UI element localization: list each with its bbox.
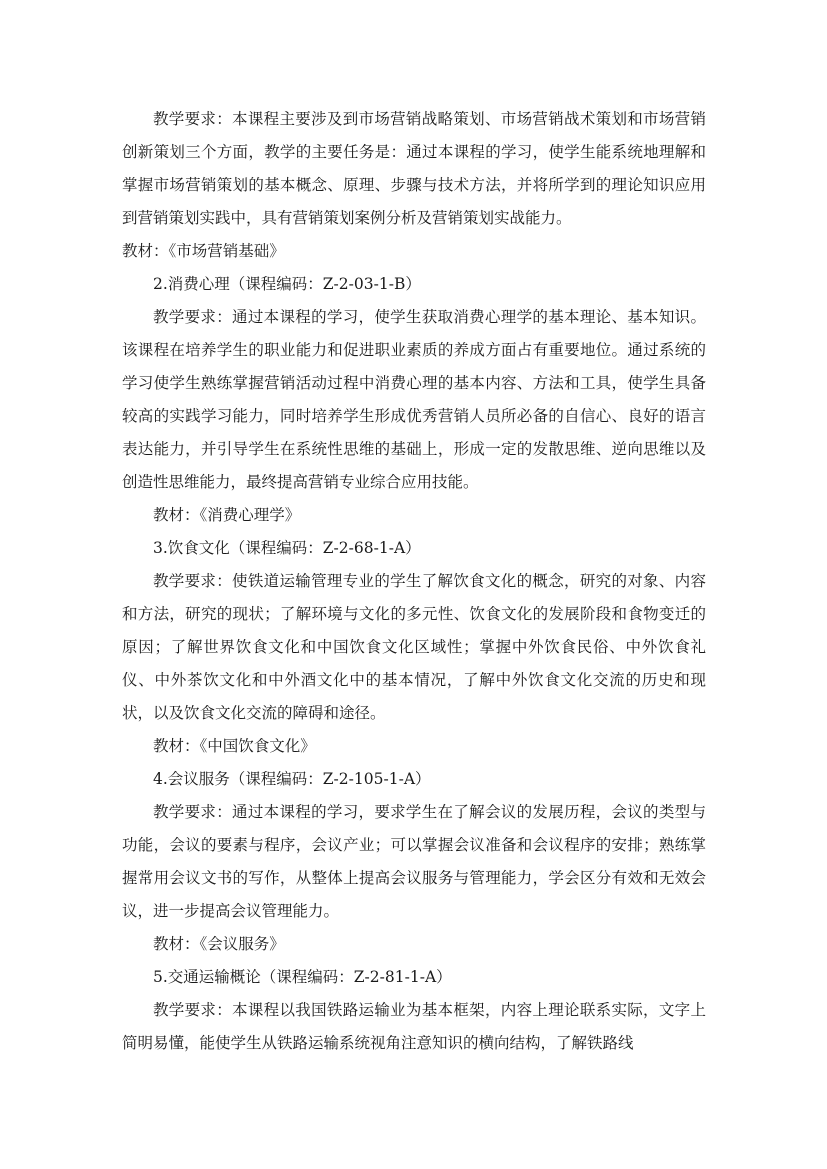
paragraph-marketing-planning-requirements: 教学要求：本课程主要涉及到市场营销战略策划、市场营销战术策划和市场营销创新策划三个方面，教学的主要任务是：通过本课程的学习，使学生能系统地理解和掌握市场营销策划的基本概念、原理、步骤与技术方法，并将所学到的理论知识应用到营销策划实践中，具有营销策划案例分析及营销策划实战能力。 [122, 110, 706, 227]
textbook-conference-service: 教材：《会议服务》 [153, 935, 285, 953]
course-heading-consumer-psychology: 2.消费心理（课程编码：Z-2-03-1-B） [153, 275, 421, 293]
paragraph-food-culture-requirements: 教学要求：使铁道运输管理专业的学生了解饮食文化的概念，研究的对象、内容和方法，研究的现状；了解环境与文化的多元性、饮食文化的发展阶段和食物变迁的原因；了解世界饮食文化和中国饮食文化区域性；掌握中外饮食民俗、中外饮食礼仪、中外茶饮文化和中外酒文化中的基本情况，了解中外饮食文化交流的历史和现状，以及饮食文化交流的障碍和途径。 [122, 572, 706, 722]
textbook-marketing-basics: 教材：《市场营销基础》 [122, 242, 285, 260]
document-page [122, 103, 706, 1060]
course-heading-food-culture: 3.饮食文化（课程编码：Z-2-68-1-A） [153, 539, 421, 557]
course-heading-conference-service: 4.会议服务（课程编码：Z-2-105-1-A） [153, 770, 431, 788]
paragraph-transport-overview-requirements: 教学要求：本课程以我国铁路运输业为基本框架，内容上理论联系实际，文字上简明易懂，能使学生从铁路运输系统视角注意知识的横向结构，了解铁路线 [122, 1001, 706, 1052]
textbook-consumer-psychology: 教材：《消费心理学》 [153, 506, 301, 524]
textbook-chinese-food-culture: 教材：《中国饮食文化》 [153, 737, 316, 755]
paragraph-consumer-psychology-requirements: 教学要求：通过本课程的学习，使学生获取消费心理学的基本理论、基本知识。该课程在培养学生的职业能力和促进职业素质的养成方面占有重要地位。通过系统的学习使学生熟练掌握营销活动过程中消费心理的基本内容、方法和工具，使学生具备较高的实践学习能力，同时培养学生形成优秀营销人员所必备的自信心、良好的语言表达能力，并引导学生在系统性思维的基础上，形成一定的发散思维、逆向思维以及创造性思维能力，最终提高营销专业综合应用技能。 [122, 308, 706, 491]
course-heading-transport-overview: 5.交通运输概论（课程编码：Z-2-81-1-A） [153, 968, 452, 986]
paragraph-conference-service-requirements: 教学要求：通过本课程的学习，要求学生在了解会议的发展历程，会议的类型与功能，会议的要素与程序，会议产业；可以掌握会议准备和会议程序的安排；熟练掌握常用会议文书的写作，从整体上提高会议服务与管理能力，学会区分有效和无效会议，进一步提高会议管理能力。 [122, 803, 706, 920]
